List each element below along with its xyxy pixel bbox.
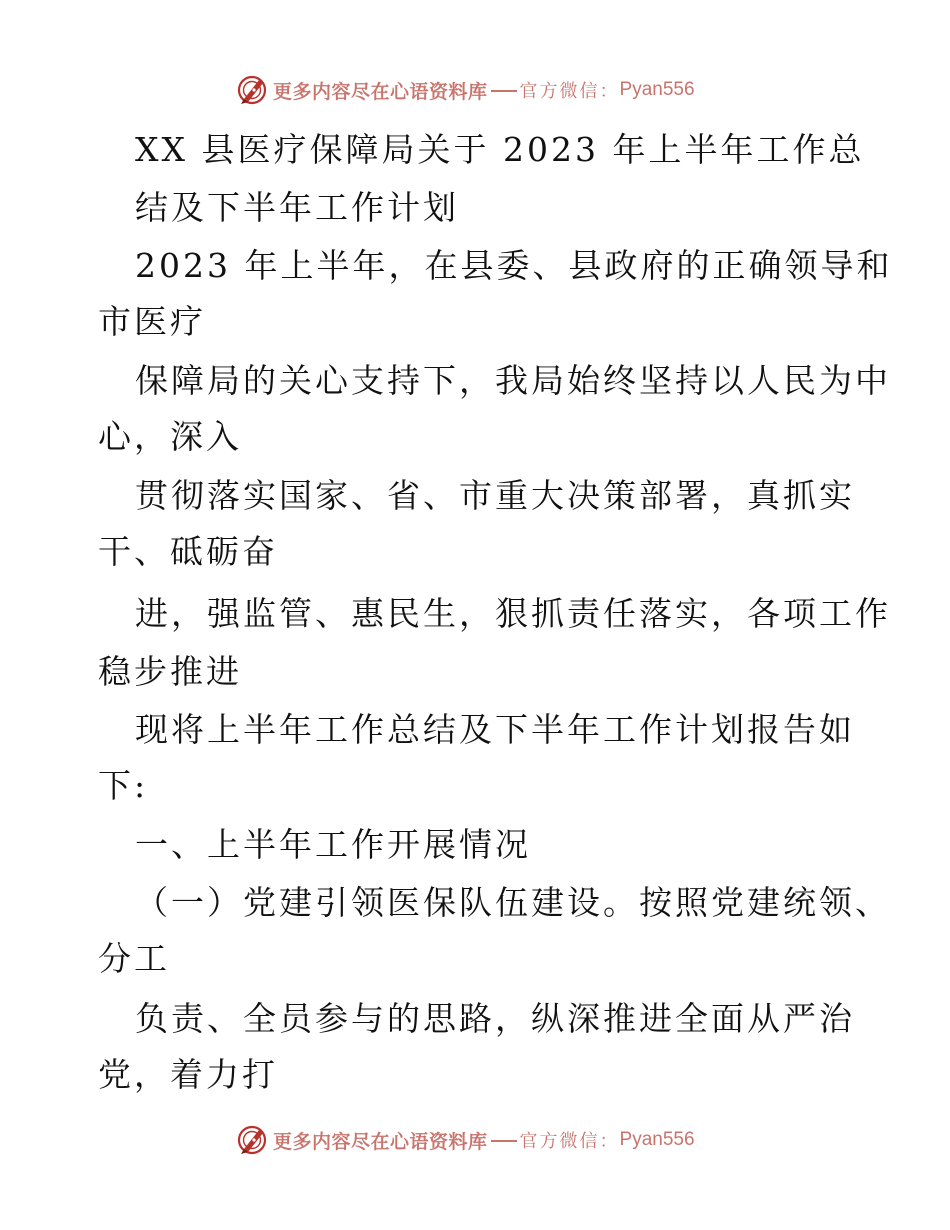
body-line: 市医疗 (98, 302, 206, 341)
banner-brand-text: 更多内容尽在心语资料库 (273, 1130, 488, 1153)
footer-banner (235, 1122, 695, 1158)
body-line: 保障局的关心支持下，我局始终坚持以人民为中 (135, 361, 891, 400)
banner-dash (491, 90, 517, 92)
body-line: （一）党建引领医保队伍建设。按照党建统领、 (135, 883, 891, 922)
body-line: 稳步推进 (98, 652, 242, 691)
banner-wechat-id: Pyan556 (619, 79, 695, 100)
section-heading: 一、上半年工作开展情况 (135, 825, 531, 864)
banner-official-label: 官方微信： (519, 81, 620, 102)
body-line: 党，着力打 (98, 1055, 278, 1094)
body-line: 心，深入 (98, 417, 242, 456)
pen-nib-circle-icon (235, 1123, 269, 1157)
body-line: 现将上半年工作总结及下半年工作计划报告如 (135, 710, 855, 749)
banner-dash (491, 1140, 517, 1142)
body-line: 下: (98, 766, 149, 805)
body-line: 分工 (98, 939, 170, 978)
banner-wechat-id: Pyan556 (619, 1129, 695, 1150)
body-line: 进，强监管、惠民生，狠抓责任落实，各项工作 (135, 594, 891, 633)
document-title-line-2: 结及下半年工作计划 (135, 188, 459, 227)
body-line: 贯彻落实国家、省、市重大决策部署，真抓实 (135, 476, 855, 515)
body-line: 2023 年上半年，在县委、县政府的正确领导和 (135, 246, 893, 285)
body-line: 负责、全员参与的思路，纵深推进全面从严治 (135, 999, 855, 1038)
header-banner (235, 72, 695, 108)
body-line: 干、砥砺奋 (98, 532, 278, 571)
banner-brand-text: 更多内容尽在心语资料库 (273, 80, 488, 103)
banner-official-label: 官方微信： (519, 1131, 620, 1152)
document-title-line-1: XX 县医疗保障局关于 2023 年上半年工作总 (135, 130, 865, 169)
pen-nib-circle-icon (235, 73, 269, 107)
